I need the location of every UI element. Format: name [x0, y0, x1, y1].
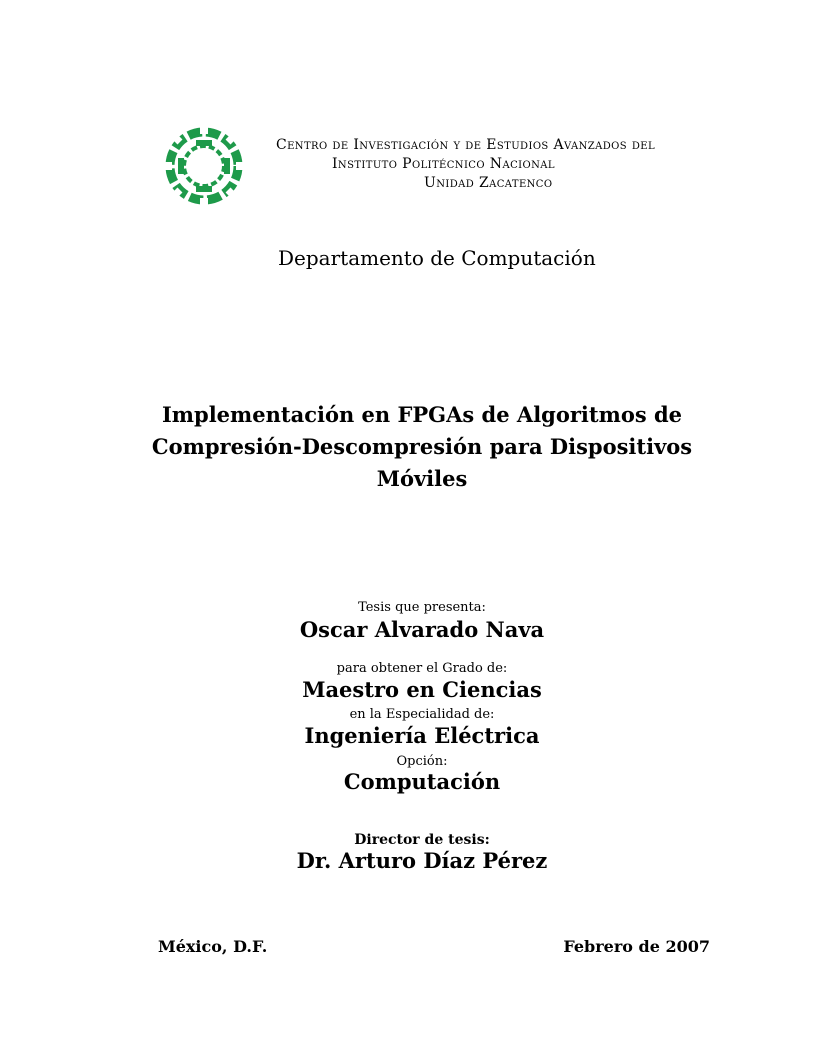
director-name: Dr. Arturo Díaz Pérez [296, 848, 548, 873]
option-label: Opción: [396, 754, 448, 769]
institution-line-3: Unidad Zacatenco [424, 175, 553, 191]
department-name: Departamento de Computación [278, 246, 596, 270]
option-value: Computación [343, 769, 501, 794]
cinvestav-logo [156, 118, 252, 214]
presenter-label: Tesis que presenta: [358, 600, 486, 615]
specialty-value: Ingeniería Eléctrica [304, 723, 540, 748]
degree-label: para obtener el Grado de: [336, 661, 508, 676]
cinvestav-logo-icon [156, 118, 252, 214]
thesis-title-line-3: Móviles [376, 466, 468, 491]
specialty-label: en la Especialidad de: [349, 707, 495, 722]
presenter-name: Oscar Alvarado Nava [299, 617, 545, 642]
degree-value: Maestro en Ciencias [302, 677, 542, 702]
footer-date: Febrero de 2007 [563, 937, 710, 956]
thesis-title-line-1: Implementación en FPGAs de Algoritmos de [161, 402, 683, 427]
thesis-title-line-2: Compresión-Descompresión para Dispositivos [151, 434, 693, 459]
director-label: Director de tesis: [354, 832, 490, 848]
footer-place: México, D.F. [158, 937, 268, 956]
institution-line-2: Instituto Politécnico Nacional [332, 156, 555, 172]
institution-line-1: Centro de Investigación y de Estudios Avanzados del [276, 137, 655, 153]
